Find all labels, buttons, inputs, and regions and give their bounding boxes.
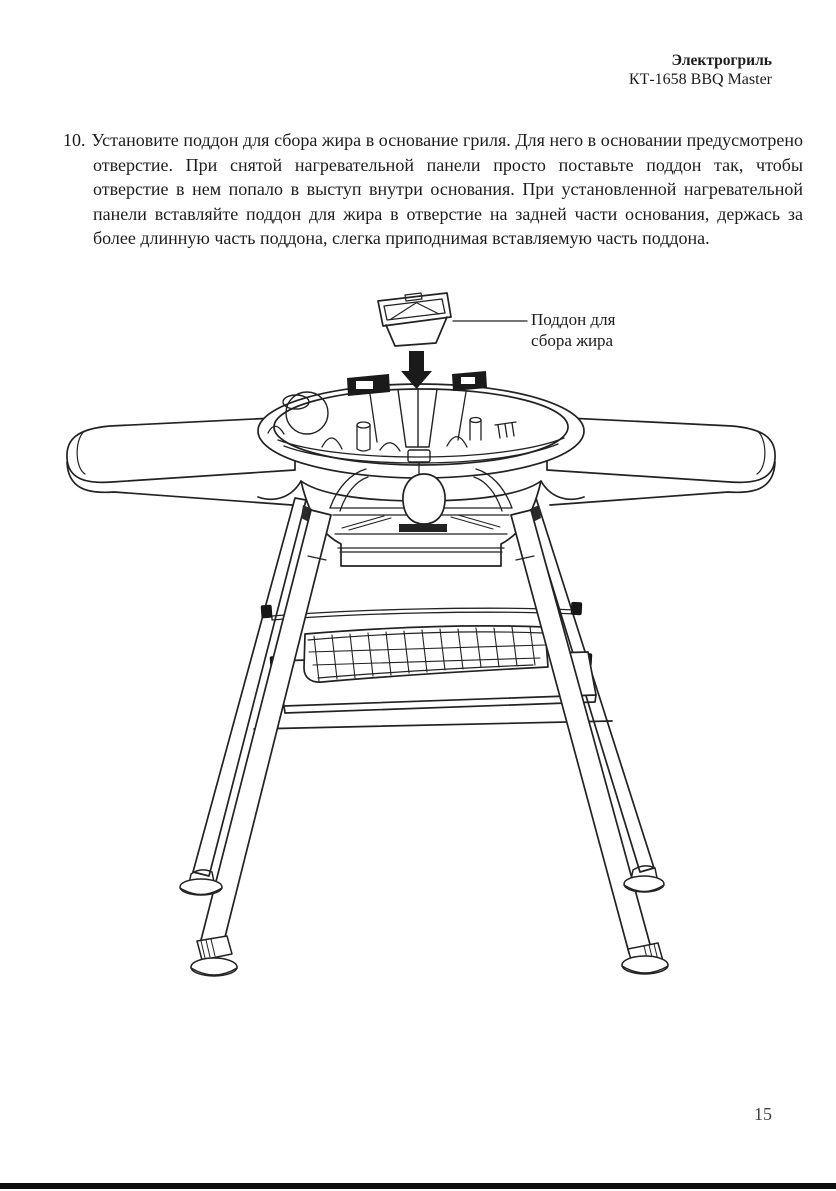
drip-tray-label: [531, 309, 661, 351]
drip-tray-label-line1: Поддон для: [531, 310, 616, 329]
drip-tray-illustration: [378, 293, 451, 346]
front-legs: [200, 510, 651, 953]
drip-tray-label-line2: сбора жира: [531, 331, 614, 350]
footer-rule: [0, 1183, 836, 1189]
page-number: 15: [754, 1104, 772, 1124]
product-title: Электрогриль: [671, 52, 772, 69]
product-model: КТ-1658 BBQ Master: [628, 71, 772, 88]
step-number: 10.: [63, 130, 86, 150]
leg-feet: [180, 866, 668, 976]
step-text: Установите поддон для сбора жира в основание гриля. Для него в основании предусмотрено отверстие. При снятой нагревательной панели просто поставьте поддон так, чтобы отверстие в нем попало в выступ внутри основания. При установленной нагревательной панели вставляйте поддон для жира в отверстие на задней части основания, держась за более длинную часть поддона, слегка приподнимая вставляемую часть поддона.: [91, 130, 803, 248]
grill-bowl: [258, 371, 584, 478]
